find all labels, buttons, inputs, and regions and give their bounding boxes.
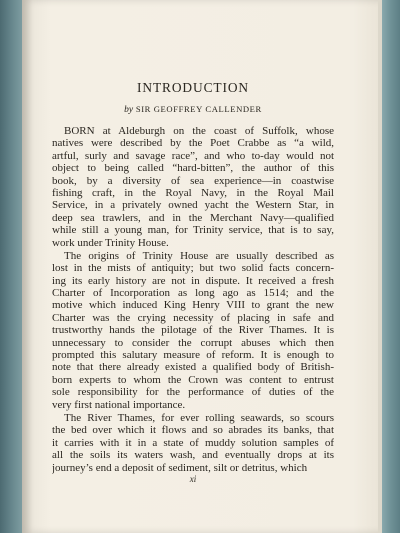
text-line: trustworthy hands the pilotage of the River Thames. It is — [52, 324, 334, 337]
text-line: book, by a diversity of sea experience—in coastwise — [52, 174, 334, 187]
text-line: lost in the mists of antiquity; but two solid facts concern- — [52, 262, 334, 275]
book-cover-left-edge — [0, 0, 22, 533]
text-line: journey’s end a deposit of sediment, silt or detritus, which — [52, 461, 308, 474]
text-line: work under Trinity House. — [52, 236, 169, 249]
text-line: all the soils its waters wash, and eventually drops at its — [52, 449, 334, 462]
text-line: very first national importance. — [52, 398, 186, 411]
text-line: sole responsibility for the performance of duties of the — [52, 386, 334, 399]
text-line: while still a young man, for Trinity service, that is to say, — [52, 224, 334, 237]
text-line: artful, surly and savage race”, and who to-day would not — [52, 149, 334, 162]
text-line: BORN at Aldeburgh on the coast of Suffolk, whose — [64, 125, 334, 137]
paragraph — [52, 125, 334, 249]
text-line: The River Thames, for ever rolling seawards, so scours — [64, 411, 334, 424]
text-line: ing its early history are not in dispute. It received a fresh — [52, 274, 334, 287]
text-line: it carries with it in a state of muddy solution samples of — [52, 436, 334, 449]
text-line: unnecessary to consider the corrupt abuses which then — [52, 336, 334, 349]
text-line: note that there already existed a qualified body of British- — [52, 361, 334, 374]
paragraph — [52, 250, 334, 411]
text-line: prompted this salutary measure of reform. It is enough to — [52, 349, 334, 362]
byline — [52, 104, 334, 115]
text-line: object to being called “hard-bitten”, the author of this — [52, 162, 334, 175]
paragraph — [52, 412, 334, 474]
text-line: Charter of Incorporation as long ago as 1514; and the — [52, 287, 334, 300]
text-line: deep sea trawlers, and in the Merchant Navy—qualified — [52, 211, 334, 224]
book-cover-right-edge — [382, 0, 400, 533]
page-number: xi — [189, 474, 197, 484]
text-line: The origins of Trinity House are usually described as — [64, 249, 334, 262]
text-line: Charter was the crying necessity of placing in safe and — [52, 311, 334, 324]
byline-prefix: by — [124, 105, 134, 115]
text-line: fishing craft, in the Royal Navy, in the Royal Mail — [52, 186, 334, 199]
byline-author: SIR GEOFFREY CALLENDER — [135, 104, 262, 114]
text-line: motive which induced King Henry VIII to grant the new — [52, 299, 334, 312]
body-text — [52, 125, 334, 474]
text-line: born experts to whom the Crown was content to entrust — [52, 373, 334, 386]
page-heading: INTRODUCTION — [137, 80, 249, 95]
text-line: the bed over which it flows and so abrades its banks, that — [52, 424, 334, 437]
text-line: Service, in a privately owned yacht the Western Star, in — [52, 199, 334, 212]
text-line: natives were described by the Poet Crabbe as “a wild, — [52, 137, 334, 150]
